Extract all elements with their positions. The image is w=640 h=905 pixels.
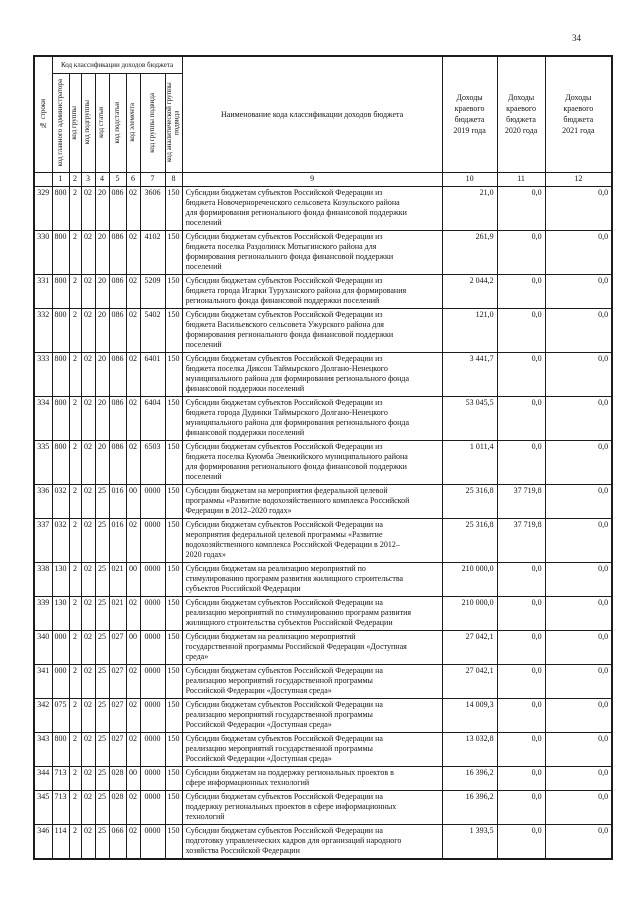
column-number-cell: 7 [140,172,165,186]
code-cell: 800 [52,396,69,440]
code-cell: 00 [126,484,140,518]
code-cell: 028 [109,790,126,824]
code-cell: 25 [95,824,109,859]
amount-cell: 0,0 [545,562,612,596]
vertical-label: код главного администратора [55,78,64,167]
code-cell: 150 [165,562,182,596]
amount-cell: 0,0 [497,698,545,732]
code-cell: 25 [95,664,109,698]
amount-cell: 16 396,2 [442,766,497,790]
row-number-cell: 333 [34,352,52,396]
code-cell: 02 [126,396,140,440]
code-cell: 2 [69,766,81,790]
code-cell: 114 [52,824,69,859]
code-cell: 032 [52,484,69,518]
code-cell: 2 [69,186,81,230]
name-cell: Субсидии бюджетам субъектов Российской Федерации из бюджета поселка Раздолинск Мотыгинского района для формирования регионального фонда финансовой поддержки поселений [182,230,442,274]
code-cell: 130 [52,596,69,630]
code-cell: 086 [109,230,126,274]
code-cell: 150 [165,518,182,562]
amount-cell: 0,0 [545,664,612,698]
code-cell: 2 [69,274,81,308]
name-cell: Субсидии бюджетам субъектов Российской Федерации на подготовку управленческих кадров для организаций народного хозяйства Российской Федерации [182,824,442,859]
amount-cell: 0,0 [545,352,612,396]
income-2020-label: Доходы краевого бюджета 2020 года [504,93,538,136]
amount-cell: 121,0 [442,308,497,352]
code-cell: 02 [126,664,140,698]
column-number-cell: 2 [69,172,81,186]
column-number-cell: 6 [126,172,140,186]
code-cell: 2 [69,698,81,732]
amount-cell: 0,0 [545,396,612,440]
amount-cell: 53 045,5 [442,396,497,440]
code-column-header [95,73,109,172]
name-cell: Субсидии бюджетам на мероприятия федеральной целевой программы «Развитие водохозяйственного комплекса Российской Федерации в 2012–2020 годах» [182,484,442,518]
code-cell: 800 [52,440,69,484]
code-column-header [126,73,140,172]
code-cell: 00 [126,562,140,596]
amount-cell: 0,0 [545,186,612,230]
code-cell: 2 [69,352,81,396]
code-cell: 150 [165,732,182,766]
name-cell: Субсидии бюджетам субъектов Российской Федерации из бюджета Васильевского сельсовета Ужурского района для формирования регионального фонда финансовой поддержки поселений [182,308,442,352]
code-column-header [52,73,69,172]
name-cell: Субсидии бюджетам субъектов Российской Федерации из бюджета города Дудинки Таймырского Долгано-Ненецкого муниципального района для формирования регионального фонда финансовой поддержки поселений [182,396,442,440]
code-cell: 2 [69,824,81,859]
code-cell: 086 [109,352,126,396]
code-cell: 02 [126,440,140,484]
code-cell: 02 [81,596,95,630]
row-number-cell: 346 [34,824,52,859]
table-row [34,630,612,664]
code-cell: 02 [81,732,95,766]
row-number-cell: 331 [34,274,52,308]
code-cell: 20 [95,274,109,308]
table-row [34,274,612,308]
code-cell: 02 [126,732,140,766]
name-cell: Субсидии бюджетам на реализацию мероприятий по стимулированию программ развития жилищного строительства субъектов Российской Федерации [182,562,442,596]
code-cell: 02 [126,274,140,308]
table-body [34,186,612,859]
code-cell: 02 [126,518,140,562]
code-cell: 25 [95,518,109,562]
code-cell: 02 [81,352,95,396]
code-cell: 150 [165,596,182,630]
code-cell: 800 [52,308,69,352]
column-number-cell [34,172,52,186]
code-cell: 20 [95,186,109,230]
code-cell: 150 [165,664,182,698]
income-2021-label: Доходы краевого бюджета 2021 года [562,93,595,136]
budget-income-table [33,55,613,860]
amount-cell: 27 042,1 [442,664,497,698]
amount-cell: 25 316,8 [442,518,497,562]
name-cell: Субсидии бюджетам субъектов Российской Федерации на реализацию мероприятий государственной программы Российской Федерации «Доступная среда» [182,732,442,766]
code-cell: 02 [81,824,95,859]
column-number-cell: 11 [497,172,545,186]
code-cell: 800 [52,230,69,274]
amount-cell: 0,0 [497,352,545,396]
row-number-cell: 343 [34,732,52,766]
name-cell: Субсидии бюджетам субъектов Российской Федерации из бюджета поселка Диксон Таймырского Долгано-Ненецкого муниципального района для формирования регионального фонда финансовой поддержки поселений [182,352,442,396]
column-number-cell: 4 [95,172,109,186]
code-cell: 25 [95,596,109,630]
code-cell: 713 [52,766,69,790]
code-column-header [109,73,126,172]
code-cell: 2 [69,308,81,352]
table-row [34,732,612,766]
code-cell: 25 [95,630,109,664]
code-cell: 0000 [140,766,165,790]
group-header-row [34,56,612,73]
amount-cell: 0,0 [497,440,545,484]
amount-cell: 0,0 [497,766,545,790]
code-cell: 20 [95,352,109,396]
code-cell: 00 [126,630,140,664]
code-cell: 20 [95,440,109,484]
col-header-name: Наименование кода классификации доходов бюджета [182,56,442,172]
code-cell: 027 [109,630,126,664]
code-cell: 6503 [140,440,165,484]
row-number-cell: 345 [34,790,52,824]
row-number-cell: 337 [34,518,52,562]
amount-cell: 0,0 [545,790,612,824]
code-cell: 0000 [140,664,165,698]
amount-cell: 14 009,3 [442,698,497,732]
code-cell: 800 [52,274,69,308]
amount-cell: 21,0 [442,186,497,230]
column-number-cell: 3 [81,172,95,186]
code-cell: 0000 [140,698,165,732]
code-cell: 25 [95,766,109,790]
code-cell: 00 [126,766,140,790]
col-header-income-2021 [545,56,612,172]
code-cell: 02 [126,186,140,230]
table-row [34,308,612,352]
amount-cell: 13 032,8 [442,732,497,766]
code-cell: 021 [109,596,126,630]
name-cell: Субсидии бюджетам субъектов Российской Федерации из бюджета поселка Куюмба Эвенкийского муниципального района для формирования регионального фонда финансовой поддержки поселений [182,440,442,484]
code-cell: 02 [126,352,140,396]
table-row [34,824,612,859]
row-number-cell: 336 [34,484,52,518]
code-cell: 02 [81,698,95,732]
code-cell: 150 [165,274,182,308]
code-cell: 150 [165,186,182,230]
amount-cell: 0,0 [545,440,612,484]
code-cell: 2 [69,790,81,824]
amount-cell: 0,0 [545,308,612,352]
code-cell: 0000 [140,824,165,859]
amount-cell: 0,0 [497,186,545,230]
code-cell: 6404 [140,396,165,440]
name-cell: Субсидии бюджетам субъектов Российской Федерации на реализацию мероприятий по стимулированию программ развития жилищного строительства субъектов Российской Федерации [182,596,442,630]
code-cell: 02 [81,186,95,230]
amount-cell: 1 393,5 [442,824,497,859]
row-number-cell: 344 [34,766,52,790]
code-column-header [140,73,165,172]
code-cell: 032 [52,518,69,562]
code-cell: 2 [69,630,81,664]
code-cell: 150 [165,766,182,790]
column-number-cell: 9 [182,172,442,186]
table-row [34,766,612,790]
table-row [34,596,612,630]
code-cell: 3606 [140,186,165,230]
code-cell: 02 [81,790,95,824]
amount-cell: 0,0 [497,790,545,824]
code-cell: 02 [81,308,95,352]
code-cell: 130 [52,562,69,596]
vertical-label: код группы [70,105,79,140]
vertical-label: код аналитической группы подвида [165,82,181,163]
col-header-income-2020 [497,56,545,172]
amount-cell: 2 044,2 [442,274,497,308]
code-cell: 4102 [140,230,165,274]
name-cell: Субсидии бюджетам субъектов Российской Федерации из бюджета Новочернореченского сельсовета Козульского района для формирования регионального фонда финансовой поддержки поселений [182,186,442,230]
vertical-label: код элемента [128,103,137,142]
code-cell: 150 [165,790,182,824]
vertical-label: код статьи [97,107,106,138]
table-row [34,790,612,824]
row-number-cell: 334 [34,396,52,440]
column-numbers-row [34,172,612,186]
code-cell: 016 [109,484,126,518]
amount-cell: 261,9 [442,230,497,274]
amount-cell: 0,0 [497,396,545,440]
code-cell: 02 [81,630,95,664]
page-number: 34 [572,33,581,43]
amount-cell: 0,0 [545,766,612,790]
code-cell: 000 [52,664,69,698]
table-row [34,396,612,440]
col-header-row-number [34,56,52,172]
code-cell: 086 [109,440,126,484]
name-cell: Субсидии бюджетам на реализацию мероприятий государственной программы Российской Федерации «Доступная среда» [182,630,442,664]
row-number-cell: 330 [34,230,52,274]
code-cell: 086 [109,396,126,440]
code-cell: 2 [69,596,81,630]
code-cell: 086 [109,274,126,308]
code-cell: 2 [69,230,81,274]
code-cell: 20 [95,308,109,352]
code-cell: 800 [52,352,69,396]
code-cell: 6401 [140,352,165,396]
code-cell: 02 [81,766,95,790]
table-row [34,664,612,698]
vertical-label: код подгруппы [83,100,92,145]
code-cell: 02 [126,790,140,824]
row-number-cell: 329 [34,186,52,230]
code-cell: 086 [109,186,126,230]
amount-cell: 0,0 [545,274,612,308]
code-cell: 150 [165,698,182,732]
amount-cell: 0,0 [497,230,545,274]
amount-cell: 0,0 [497,562,545,596]
row-number-cell: 340 [34,630,52,664]
code-cell: 066 [109,824,126,859]
table-row [34,698,612,732]
name-cell: Субсидии бюджетам субъектов Российской Федерации из бюджета города Игарки Туруханского района для формирования регионального фонда финансовой поддержки поселений [182,274,442,308]
table-row [34,562,612,596]
code-column-header [165,73,182,172]
column-number-cell: 12 [545,172,612,186]
code-cell: 075 [52,698,69,732]
code-cell: 2 [69,440,81,484]
amount-cell: 3 441,7 [442,352,497,396]
code-cell: 02 [126,596,140,630]
code-cell: 02 [81,396,95,440]
code-cell: 25 [95,790,109,824]
amount-cell: 0,0 [545,230,612,274]
code-cell: 02 [81,230,95,274]
column-number-cell: 10 [442,172,497,186]
amount-cell: 0,0 [545,698,612,732]
amount-cell: 0,0 [497,308,545,352]
code-cell: 02 [81,664,95,698]
code-cell: 2 [69,518,81,562]
code-cell: 150 [165,630,182,664]
code-cell: 027 [109,732,126,766]
code-cell: 25 [95,484,109,518]
code-cell: 5209 [140,274,165,308]
code-cell: 25 [95,732,109,766]
code-cell: 150 [165,484,182,518]
code-cell: 0000 [140,630,165,664]
amount-cell: 0,0 [545,596,612,630]
code-cell: 016 [109,518,126,562]
row-number-cell: 342 [34,698,52,732]
code-cell: 02 [81,274,95,308]
name-cell: Субсидии бюджетам на поддержку региональных проектов в сфере информационных технологий [182,766,442,790]
amount-cell: 0,0 [497,596,545,630]
amount-cell: 0,0 [497,664,545,698]
amount-cell: 0,0 [497,630,545,664]
code-column-header [69,73,81,172]
code-cell: 02 [126,824,140,859]
code-cell: 000 [52,630,69,664]
income-2019-label: Доходы краевого бюджета 2019 года [453,93,486,136]
code-cell: 150 [165,396,182,440]
code-cell: 02 [81,518,95,562]
code-cell: 027 [109,698,126,732]
code-cell: 02 [81,440,95,484]
code-cell: 0000 [140,790,165,824]
table-row [34,440,612,484]
amount-cell: 0,0 [545,518,612,562]
code-cell: 20 [95,230,109,274]
column-number-cell: 5 [109,172,126,186]
name-cell: Субсидии бюджетам субъектов Российской Федерации на поддержку региональных проектов в сфере информационных технологий [182,790,442,824]
code-cell: 800 [52,732,69,766]
row-number-cell: 332 [34,308,52,352]
row-number-cell: 341 [34,664,52,698]
code-cell: 086 [109,308,126,352]
vertical-label: код группы подвида [147,92,156,153]
name-cell: Субсидии бюджетам субъектов Российской Федерации на реализацию мероприятий государственной программы Российской Федерации «Доступная среда» [182,664,442,698]
code-cell: 0000 [140,732,165,766]
code-cell: 2 [69,664,81,698]
name-cell: Субсидии бюджетам субъектов Российской Федерации на мероприятия федеральной целевой программы «Развитие водохозяйственного комплекса Российской Федерации в 2012–2020 годах» [182,518,442,562]
code-cell: 800 [52,186,69,230]
amount-cell: 0,0 [545,484,612,518]
amount-cell: 0,0 [497,732,545,766]
code-cell: 021 [109,562,126,596]
code-cell: 713 [52,790,69,824]
code-cell: 0000 [140,562,165,596]
code-cell: 027 [109,664,126,698]
amount-cell: 37 719,8 [497,518,545,562]
amount-cell: 210 000,0 [442,562,497,596]
code-cell: 150 [165,440,182,484]
name-cell: Субсидии бюджетам субъектов Российской Федерации на реализацию мероприятий государственной программы Российской Федерации «Доступная среда» [182,698,442,732]
amount-cell: 210 000,0 [442,596,497,630]
col-header-income-2019 [442,56,497,172]
vertical-label: код подстатьи [112,101,121,144]
col-group-header: Код классификации доходов бюджета [52,56,182,73]
row-number-cell: 339 [34,596,52,630]
code-cell: 150 [165,230,182,274]
code-cell: 2 [69,732,81,766]
amount-cell: 1 011,4 [442,440,497,484]
code-cell: 20 [95,396,109,440]
code-column-header [81,73,95,172]
amount-cell: 37 719,8 [497,484,545,518]
code-cell: 2 [69,562,81,596]
amount-cell: 25 316,8 [442,484,497,518]
code-cell: 25 [95,562,109,596]
amount-cell: 0,0 [545,630,612,664]
amount-cell: 0,0 [497,274,545,308]
table-row [34,352,612,396]
amount-cell: 27 042,1 [442,630,497,664]
code-cell: 02 [81,484,95,518]
row-number-vertical-label: № строки [38,99,47,130]
column-number-cell: 8 [165,172,182,186]
code-cell: 25 [95,698,109,732]
code-cell: 150 [165,308,182,352]
code-cell: 5402 [140,308,165,352]
table-row [34,518,612,562]
code-cell: 028 [109,766,126,790]
row-number-cell: 338 [34,562,52,596]
code-cell: 0000 [140,596,165,630]
code-cell: 0000 [140,484,165,518]
amount-cell: 0,0 [545,732,612,766]
column-number-cell: 1 [52,172,69,186]
code-cell: 02 [126,230,140,274]
table-row [34,186,612,230]
amount-cell: 16 396,2 [442,790,497,824]
table-row [34,230,612,274]
code-cell: 150 [165,352,182,396]
code-cell: 02 [126,698,140,732]
amount-cell: 0,0 [545,824,612,859]
row-number-cell: 335 [34,440,52,484]
code-cell: 02 [126,308,140,352]
amount-cell: 0,0 [497,824,545,859]
code-cell: 2 [69,396,81,440]
code-cell: 150 [165,824,182,859]
code-cell: 02 [81,562,95,596]
code-cell: 0000 [140,518,165,562]
table-row [34,484,612,518]
code-cell: 2 [69,484,81,518]
